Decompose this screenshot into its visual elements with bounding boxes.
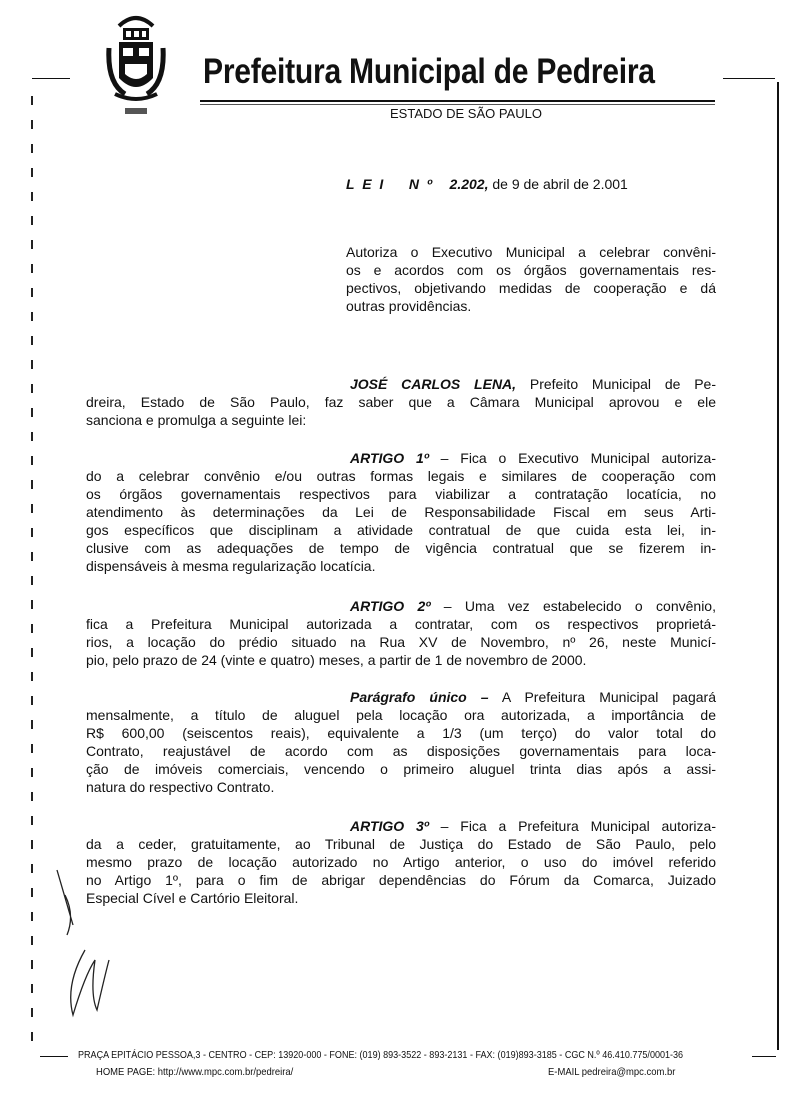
margin-tick (31, 648, 33, 657)
paragraph-line (86, 449, 716, 467)
paragraph-line: no Artigo 1º, para o fim de abrigar dependências do Fórum da Comarca, Juizado (86, 872, 716, 888)
header-rule (200, 100, 715, 102)
margin-tick (31, 840, 33, 849)
paragraph-line: fica a Prefeitura Municipal autorizada a contratar, com os respectivos proprietá- (86, 616, 716, 632)
paragraph-line: natura do respectivo Contrato. (86, 779, 275, 795)
paragraph-line: pio, pelo prazo de 24 (vinte e quatro) meses, a partir de 1 de novembro de 2000. (86, 652, 587, 668)
law-paragraph (86, 817, 716, 907)
paragraph-line: clusive com as adequações de tempo de vigência contratual que se fizerem in- (86, 540, 716, 556)
summary-line: Autoriza o Executivo Municipal a celebrar convêni- (346, 244, 716, 260)
law-date: de 9 de abril de 2.001 (488, 176, 628, 192)
margin-tick (31, 216, 33, 225)
law-summary (346, 243, 716, 315)
margin-tick (31, 1008, 33, 1017)
margin-tick (31, 96, 33, 105)
frame-line (752, 1056, 776, 1057)
margin-tick (31, 336, 33, 345)
margin-tick (31, 456, 33, 465)
margin-tick (31, 624, 33, 633)
margin-tick (31, 528, 33, 537)
paragraph-text: A Prefeitura Municipal pagará (488, 689, 716, 705)
paragraph-lead: ARTIGO 1º (350, 450, 429, 466)
margin-tick (31, 984, 33, 993)
signature-initials (45, 865, 115, 1025)
footer-email: E-MAIL pedreira@mpc.com.br (548, 1066, 676, 1078)
paragraph-line: ção de imóveis comerciais, vencendo o primeiro aluguel trinta dias após a assi- (86, 761, 716, 777)
margin-tick (31, 864, 33, 873)
margin-tick (31, 600, 33, 609)
paragraph-text: – Fica a Prefeitura Municipal autoriza- (428, 818, 716, 834)
paragraph-lead: JOSÉ CARLOS LENA, (350, 376, 517, 392)
footer-address: PRAÇA EPITÁCIO PESSOA,3 - CENTRO - CEP: 13920-000 - FONE: (019) 893-3522 - 893-2131 - FAX: (019)893-3185 - CGC N.º 46.410.775/0001-36 (78, 1049, 684, 1061)
law-paragraph (86, 449, 716, 575)
frame-line (723, 78, 775, 79)
footer-homepage: HOME PAGE: http://www.mpc.com.br/pedreira/ (96, 1066, 294, 1078)
paragraph-line: sanciona e promulga a seguinte lei: (86, 412, 307, 428)
margin-tick (31, 264, 33, 273)
margin-tick (31, 144, 33, 153)
margin-tick (31, 1032, 33, 1041)
margin-tick (31, 288, 33, 297)
margin-tick (31, 744, 33, 753)
margin-tick (31, 432, 33, 441)
margin-tick (31, 672, 33, 681)
frame-line (777, 82, 779, 1050)
margin-tick (31, 696, 33, 705)
paragraph-lead: ARTIGO 2º (350, 598, 431, 614)
margin-tick (31, 480, 33, 489)
paragraph-line: R$ 600,00 (seiscentos reais), equivalente a 1/3 (um terço) do valor total do (86, 725, 716, 741)
paragraph-line: Contrato, reajustável de acordo com as disposições governamentais para loca- (86, 743, 716, 759)
paragraph-line (86, 688, 716, 706)
law-paragraph (86, 375, 716, 429)
paragraph-line: dreira, Estado de São Paulo, faz saber que a Câmara Municipal aprovou e ele (86, 394, 716, 410)
paragraph-text: – Uma vez estabelecido o convênio, (430, 598, 716, 614)
margin-tick (31, 792, 33, 801)
frame-line (40, 1056, 68, 1057)
summary-line: pectivos, objetivando medidas de cooperação e dá (346, 280, 716, 296)
paragraph-line (86, 597, 716, 615)
paragraph-line (86, 817, 716, 835)
paragraph-line: mesmo prazo de locação autorizado no Artigo anterior, o uso do imóvel referido (86, 854, 716, 870)
summary-line: outras providências. (346, 298, 472, 314)
paragraph-line (86, 375, 716, 393)
paragraph-lead: Parágrafo único – (350, 689, 489, 705)
margin-tick (31, 312, 33, 321)
margin-tick (31, 408, 33, 417)
law-heading (346, 176, 628, 192)
paragraph-line: rios, a locação do prédio situado na Rua XV de Novembro, nº 26, neste Municí- (86, 634, 716, 650)
paragraph-line: os órgãos governamentais respectivos para viabilizar a contratação locatícia, no (86, 486, 716, 502)
margin-tick (31, 768, 33, 777)
frame-line (32, 78, 70, 79)
paragraph-line: dispensáveis à mesma regularização locatícia. (86, 558, 376, 574)
paragraph-lead: ARTIGO 3º (350, 818, 429, 834)
law-number: 2.202, (449, 176, 489, 192)
paragraph-line: mensalmente, a título de aluguel pela locação ora autorizada, a importância de (86, 707, 716, 723)
margin-tick (31, 816, 33, 825)
law-paragraph (86, 688, 716, 796)
margin-tick (31, 720, 33, 729)
margin-tick (31, 936, 33, 945)
margin-tick (31, 552, 33, 561)
margin-tick (31, 384, 33, 393)
paragraph-text: Prefeito Municipal de Pe- (516, 376, 716, 392)
margin-tick (31, 192, 33, 201)
paragraph-line: da a ceder, gratuitamente, ao Tribunal de Justiça do Estado de São Paulo, pelo (86, 836, 716, 852)
margin-tick (31, 120, 33, 129)
paragraph-line: do a celebrar convênio e/ou outras formas legais e similares de cooperação com (86, 468, 716, 484)
margin-tick (31, 240, 33, 249)
header-rule (200, 104, 715, 105)
margin-tick (31, 576, 33, 585)
law-paragraph (86, 597, 716, 669)
margin-tick (31, 888, 33, 897)
margin-tick (31, 168, 33, 177)
paragraph-text: – Fica o Executivo Municipal autoriza- (428, 450, 716, 466)
margin-tick (31, 504, 33, 513)
margin-tick (31, 360, 33, 369)
law-label: L E I N º (346, 176, 434, 192)
header-state: ESTADO DE SÃO PAULO (390, 106, 542, 121)
paragraph-line: gos específicos que disciplinam a atividade contratual de que cuida esta lei, in- (86, 522, 716, 538)
municipal-crest-logo (105, 8, 167, 120)
summary-line: os e acordos com os órgãos governamentais res- (346, 262, 716, 278)
header-title: Prefeitura Municipal de Pedreira (203, 52, 655, 91)
paragraph-line: atendimento às determinações da Lei de Responsabilidade Fiscal em seus Arti- (86, 504, 716, 520)
paragraph-line: Especial Cível e Cartório Eleitoral. (86, 890, 299, 906)
margin-tick (31, 960, 33, 969)
margin-tick (31, 912, 33, 921)
